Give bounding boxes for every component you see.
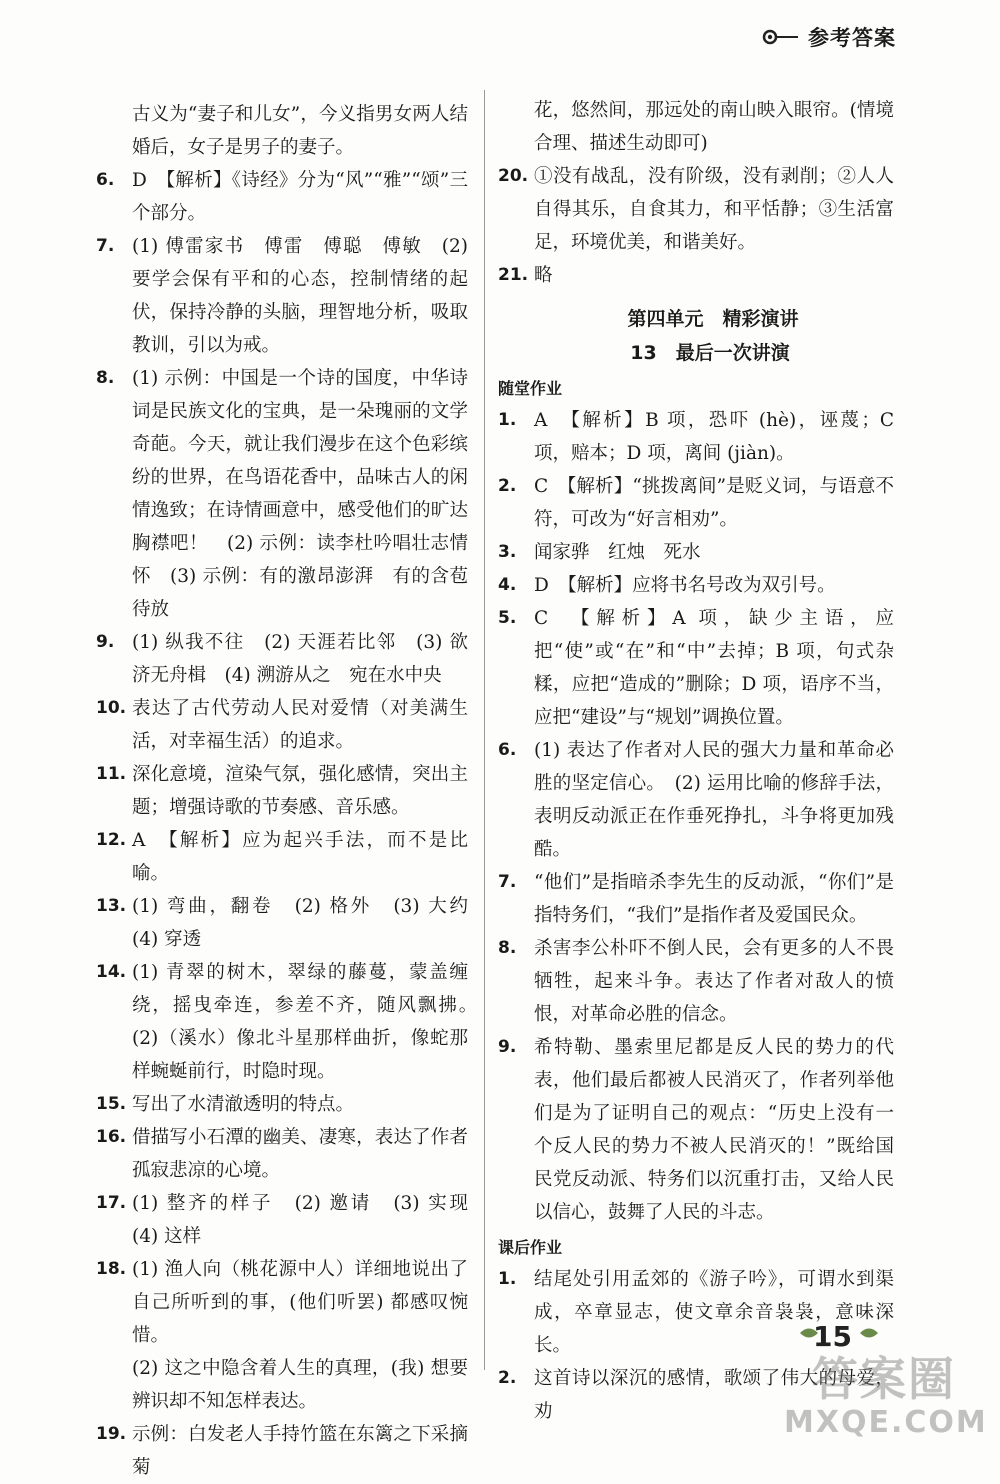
answer-number: 1. bbox=[498, 1269, 517, 1289]
answer-text: 表达了古代劳动人民对爱情（对美满生活，对幸福生活）的追求。 bbox=[132, 698, 468, 752]
answer-text: C 【解析】A 项，缺少主语，应把“使”或“在”和“中”去掉；B 项，句式杂糅，应把“造成的”删除；D 项，语序不当，应把“建设”与“规划”调换位置。 bbox=[534, 608, 894, 728]
lesson-title: 13 最后一次讲演 bbox=[630, 342, 790, 364]
answer-item bbox=[498, 94, 894, 160]
left-column bbox=[96, 98, 487, 1484]
right-column bbox=[498, 94, 894, 1428]
answer-text: 借描写小石潭的幽美、凄寒，表达了作者孤寂悲凉的心境。 bbox=[132, 1127, 468, 1181]
answer-number bbox=[96, 98, 132, 164]
answer-text: C 【解析】“挑拨离间”是贬义词，与语意不符，可改为“好言相劝”。 bbox=[534, 476, 894, 530]
answer-item bbox=[96, 890, 487, 956]
watermark-main: 答案圈 bbox=[812, 1352, 956, 1406]
answer-item bbox=[96, 164, 468, 230]
answer-text: “他们”是指暗杀李先生的反动派，“你们”是指特务们，“我们”是指作者及爱国民众。 bbox=[534, 872, 894, 926]
answer-number bbox=[498, 94, 534, 160]
answer-text: 花，悠然间，那远处的南山映入眼帘。(情境合理、描述生动即可) bbox=[534, 100, 894, 154]
section-heading-homework: 课后作业 bbox=[498, 1238, 563, 1257]
answer-number bbox=[96, 1352, 132, 1418]
answer-text: (1) 弯曲，翻卷 (2) 格外 (3) 大约 (4) 穿透 bbox=[132, 896, 487, 950]
answer-item bbox=[96, 1187, 487, 1253]
watermark-sub: MXQE.COM bbox=[784, 1405, 988, 1440]
answer-number: 6. bbox=[498, 740, 517, 760]
watermark bbox=[784, 1352, 988, 1440]
answer-number: 14. bbox=[96, 962, 127, 982]
answer-item bbox=[498, 160, 894, 259]
answer-number: 7. bbox=[498, 872, 517, 892]
answer-number: 4. bbox=[498, 575, 517, 595]
page-number: 15 bbox=[813, 1320, 852, 1353]
answer-number: 13. bbox=[96, 896, 127, 916]
answer-item bbox=[96, 98, 468, 164]
answer-text: 闻家骅 红烛 死水 bbox=[534, 542, 701, 563]
answer-item bbox=[498, 1031, 894, 1229]
arrow-arc-logo-icon bbox=[760, 27, 800, 47]
answer-item bbox=[96, 824, 468, 890]
answer-text: 希特勒、墨索里尼都是反人民的势力的代表，他们最后都被人民消灭了，作者列举他们是为了证明自己的观点：“历史上没有一个反人民的势力不被人民消灭的！”既给国民党反动派、特务们以沉重打击，又给人民以信心，鼓舞了人民的斗志。 bbox=[534, 1037, 894, 1223]
answer-number: 2. bbox=[498, 1368, 517, 1388]
answer-item bbox=[96, 362, 468, 626]
answer-text: 这首诗以深沉的感情，歌颂了伟大的母爱，劝 bbox=[534, 1368, 894, 1422]
answer-item bbox=[498, 404, 894, 470]
answer-number: 8. bbox=[96, 368, 115, 388]
answer-text: (1) 纵我不往 (2) 天涯若比邻 (3) 欲济无舟楫 (4) 溯游从之 宛在水中央 bbox=[132, 632, 468, 686]
answer-number: 3. bbox=[498, 542, 517, 562]
answer-item bbox=[96, 956, 487, 1088]
section-heading-classwork: 随堂作业 bbox=[498, 379, 563, 398]
header-title: 参考答案 bbox=[808, 26, 896, 50]
answer-text: (1) 整齐的样子 (2) 邀请 (3) 实现 (4) 这样 bbox=[132, 1193, 487, 1247]
answer-item bbox=[498, 536, 894, 569]
answer-text: 略 bbox=[534, 265, 553, 286]
answer-text: D 【解析】应将书名号改为双引号。 bbox=[534, 575, 836, 596]
answer-number: 12. bbox=[96, 830, 127, 850]
answer-text: 深化意境，渲染气氛，强化感情，突出主题；增强诗歌的节奏感、音乐感。 bbox=[132, 764, 468, 818]
answer-number: 2. bbox=[498, 476, 517, 496]
answer-item bbox=[96, 1121, 468, 1187]
answer-item bbox=[96, 758, 468, 824]
answer-number: 6. bbox=[96, 170, 115, 190]
answer-item bbox=[498, 932, 894, 1031]
page-header bbox=[760, 22, 896, 52]
answer-text: 杀害李公朴吓不倒人民，会有更多的人不畏牺牲，起来斗争。表达了作者对敌人的愤恨，对革命必胜的信念。 bbox=[534, 938, 894, 1025]
answer-item bbox=[96, 230, 468, 362]
answer-item bbox=[498, 734, 894, 866]
answer-number: 1. bbox=[498, 410, 517, 430]
answer-text: (1) 示例：中国是一个诗的国度，中华诗词是民族文化的宝典，是一朵瑰丽的文学奇葩。今天，就让我们漫步在这个色彩缤纷的世界，在鸟语花香中，品味古人的闲情逸致；在诗情画意中，感受他们的旷达胸襟吧！ (2) 示例：读李杜吟唱壮志情怀 (3) 示例：有的激昂澎湃 有的含苞待放 bbox=[132, 368, 468, 620]
answer-number: 16. bbox=[96, 1127, 127, 1147]
leaf-icon bbox=[858, 1326, 880, 1340]
answer-text: (1) 青翠的树木，翠绿的藤蔓，蒙盖缠绕，摇曳牵连，参差不齐，随风飘拂。 (2)（溪水）像北斗星那样曲折，像蛇那样蜿蜒前行，时隐时现。 bbox=[132, 962, 487, 1082]
answer-item bbox=[96, 692, 468, 758]
answer-number: 7. bbox=[96, 236, 115, 256]
answer-number: 10. bbox=[96, 698, 127, 718]
answer-number: 8. bbox=[498, 938, 517, 958]
answer-text: 结尾处引用孟郊的《游子吟》，可谓水到渠成，卒章显志，使文章余音袅袅，意味深长。 bbox=[534, 1269, 894, 1356]
answer-number: 17. bbox=[96, 1193, 127, 1213]
answer-item bbox=[498, 259, 894, 292]
answer-text: A 【解析】应为起兴手法，而不是比喻。 bbox=[132, 830, 468, 884]
answer-number: 11. bbox=[96, 764, 127, 784]
answer-text: (1) 表达了作者对人民的强大力量和革命必胜的坚定信心。 (2) 运用比喻的修辞手法，表明反动派正在作垂死挣扎，斗争将更加残酷。 bbox=[534, 740, 894, 860]
answer-number: 5. bbox=[498, 608, 517, 628]
answer-number: 20. bbox=[498, 166, 529, 186]
answer-number: 18. bbox=[96, 1259, 127, 1279]
answer-text: A 【解析】B 项，恐吓 (hè)，诬蔑；C 项，赔本；D 项，离间 (jiàn)。 bbox=[534, 410, 894, 464]
answer-number: 9. bbox=[96, 632, 115, 652]
answer-item bbox=[498, 569, 894, 602]
answer-item bbox=[498, 866, 894, 932]
answer-number: 19. bbox=[96, 1424, 127, 1444]
answer-number: 9. bbox=[498, 1037, 517, 1057]
answer-text: (1) 渔人向（桃花源中人）详细地说出了自己所听到的事，(他们听罢) 都感叹惋惜。 bbox=[132, 1259, 468, 1346]
answer-text: ①没有战乱，没有阶级，没有剥削；②人人自得其乐，自食其力，和平恬静；③生活富足，环境优美，和谐美好。 bbox=[534, 166, 894, 253]
answer-item bbox=[96, 1088, 468, 1121]
column-divider bbox=[484, 90, 485, 1370]
answer-number: 15. bbox=[96, 1094, 127, 1114]
answer-item bbox=[96, 1418, 468, 1484]
answer-item bbox=[498, 602, 894, 734]
answer-text: 示例：白发老人手持竹篮在东篱之下采摘菊 bbox=[132, 1424, 468, 1478]
unit-title: 第四单元 精彩演讲 bbox=[627, 308, 799, 330]
answer-text: 写出了水清澈透明的特点。 bbox=[132, 1094, 355, 1115]
answer-item bbox=[96, 1253, 468, 1352]
answer-item bbox=[96, 626, 468, 692]
answer-text: (1) 傅雷家书 傅雷 傅聪 傅敏 (2) 要学会保有平和的心态，控制情绪的起伏，保持冷静的头脑，理智地分析，吸取教训，引以为戒。 bbox=[132, 236, 468, 356]
answer-number: 21. bbox=[498, 265, 529, 285]
answer-item bbox=[498, 470, 894, 536]
answer-text: 古义为“妻子和儿女”，今义指男女两人结婚后，女子是男子的妻子。 bbox=[132, 104, 468, 158]
answer-text: D 【解析】《诗经》分为“风”“雅”“颂”三个部分。 bbox=[132, 170, 468, 224]
answer-text: (2) 这之中隐含着人生的真理，(我) 想要辨识却不知怎样表达。 bbox=[132, 1358, 468, 1412]
answer-item bbox=[96, 1352, 468, 1418]
